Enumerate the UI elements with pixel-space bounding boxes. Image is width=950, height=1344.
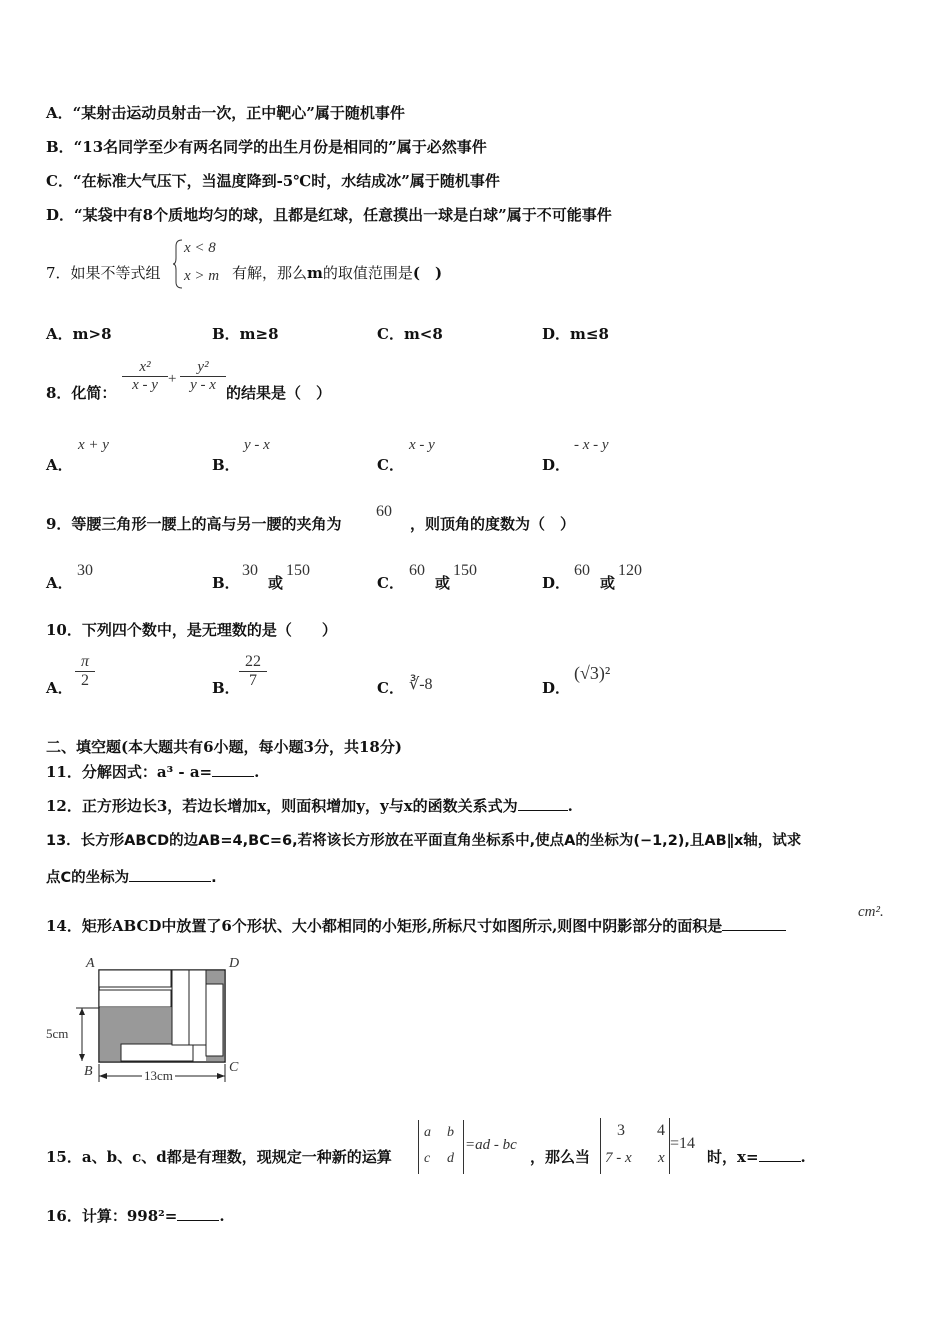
q9-angle: 60 — [376, 503, 392, 520]
q14 — [46, 915, 786, 936]
q12-answer-blank[interactable] — [518, 798, 568, 811]
q9-label-c: C． — [377, 574, 404, 592]
q15-prefix-text: 15．a、b、c、d都是有理数，现规定一种新的运算 — [46, 1148, 392, 1166]
left-brace-icon — [172, 238, 184, 290]
q7-option-a: A．m>8 — [46, 325, 112, 343]
q15-suffix: 时，x= — [707, 1148, 759, 1166]
q8-frac2-den: y - x — [190, 377, 216, 393]
q15-det1-b: b — [447, 1125, 454, 1140]
q6-option-c: C．“在标准大气压下，当温度降到-5℃时，水结成冰”属于随机事件 — [46, 172, 500, 190]
q7-prefix: 7．如果不等式组 — [46, 264, 161, 282]
q7-ineq-2: x > m — [184, 268, 220, 284]
q13-line-2-text: 点C的坐标为 — [46, 870, 130, 886]
q14-answer-blank[interactable] — [722, 918, 786, 931]
q7-paren: ( ) — [412, 264, 443, 282]
q6-option-a: A．“某射击运动员射击一次，正中靶心”属于随机事件 — [46, 104, 405, 122]
q14-unit — [858, 904, 884, 921]
q8-label-c: C． — [377, 456, 404, 474]
q8-frac1-num: x² — [139, 359, 151, 375]
q6-option-d: D．“某袋中有8个质地均匀的球，且都是红球，任意摸出一球是白球”属于不可能事件 — [46, 206, 612, 224]
q7-suffix — [232, 262, 442, 283]
q8-fraction-2 — [180, 359, 226, 394]
q8-plus: + — [168, 371, 177, 387]
q8-value-d: - x - y — [574, 437, 609, 453]
q15-end: . — [800, 1148, 806, 1166]
q8-frac1-den: x - y — [132, 377, 158, 393]
q7-suffix-b: 的取值范围是 — [322, 264, 413, 282]
q10-a-fraction — [75, 653, 95, 690]
q11-end: . — [254, 763, 260, 781]
q10-b-den: 7 — [249, 672, 257, 689]
q9-b-value-2: 150 — [286, 562, 310, 579]
q9-d-value-2: 120 — [618, 562, 642, 579]
q15-suffix-line — [707, 1146, 806, 1167]
q15-det2-d: x — [658, 1150, 665, 1166]
q7-option-c: C．m<8 — [377, 325, 443, 343]
q12-text: 12．正方形边长3，若边长增加x，则面积增加y，y与x的函数关系式为 — [46, 797, 518, 815]
q8-label-a: A． — [46, 456, 73, 474]
q8-label-b: B． — [212, 456, 240, 474]
q15-det2-b: 4 — [657, 1122, 665, 1139]
q11-answer-blank[interactable] — [212, 764, 254, 777]
q13-line-2 — [46, 866, 217, 887]
figure-height-label: 5cm — [46, 1026, 69, 1041]
q8-label-d: D． — [542, 456, 571, 474]
q10-label-b: B． — [212, 679, 240, 697]
q10-d-value: (√3)² — [574, 663, 611, 683]
figure-label-c: C — [229, 1060, 239, 1075]
q8-prefix: 8．化简： — [46, 384, 117, 402]
figure-width-label: 13cm — [144, 1068, 173, 1083]
q8-value-c: x - y — [409, 437, 435, 453]
q13-end: . — [211, 870, 217, 886]
q7-option-d: D．m≤8 — [542, 325, 609, 343]
q10-a-den: 2 — [81, 672, 89, 689]
q8-value-b: y - x — [244, 437, 270, 453]
q15-rule: =ad - bc — [465, 1137, 517, 1153]
q10-a-num: π — [80, 653, 89, 670]
figure-label-a: A — [86, 956, 95, 971]
q7-option-b: B．m≥8 — [212, 325, 279, 343]
q8-frac2-num: y² — [197, 359, 209, 375]
q8-fraction-1 — [122, 359, 168, 394]
q9-b-value-1: 30 — [242, 562, 258, 579]
q14-end: . — [880, 904, 884, 920]
q7-m: m — [307, 264, 323, 282]
q10-text: 10．下列四个数中，是无理数的是（ ） — [46, 621, 337, 639]
section-2-heading: 二、填空题(本大题共有6小题，每小题3分，共18分) — [46, 738, 402, 756]
q9-c-value-1: 60 — [409, 562, 425, 579]
q15-determinant-2 — [600, 1118, 670, 1174]
q14-figure — [44, 954, 254, 1089]
q15-prefix — [46, 1146, 392, 1167]
q10-b-num: 22 — [245, 653, 261, 670]
q9-label-b: B． — [212, 574, 240, 592]
q11-text: 11．分解因式：a³ - a= — [46, 763, 213, 781]
q9-c-or: 或 — [435, 574, 451, 592]
q9-d-or: 或 — [600, 574, 616, 592]
q9-a-value: 30 — [77, 562, 93, 579]
q15-determinant-1 — [418, 1120, 464, 1174]
figure-label-d: D — [229, 956, 240, 971]
q8-value-a: x + y — [78, 437, 109, 453]
q14-text: 14．矩形ABCD中放置了6个形状、大小都相同的小矩形,所标尺寸如图所示,则图中阴影部分的面积是 — [46, 917, 723, 935]
q10-label-a: A． — [46, 679, 73, 697]
q7-ineq-1: x < 8 — [184, 240, 216, 256]
q14-unit-text: cm² — [858, 904, 880, 920]
q9-suffix: ，则顶角的度数为（ ） — [410, 515, 576, 533]
figure-label-b: B — [84, 1064, 93, 1079]
q16 — [46, 1205, 225, 1226]
q16-answer-blank[interactable] — [177, 1208, 219, 1221]
q15-eq: =14 — [670, 1135, 696, 1152]
q12-end: . — [567, 797, 573, 815]
q15-det2-c: 7 - x — [605, 1150, 632, 1166]
q11 — [46, 761, 259, 782]
q10-label-c: C． — [377, 679, 404, 697]
q16-text: 16．计算：998²= — [46, 1207, 178, 1225]
q16-end: . — [219, 1207, 225, 1225]
q8-suffix: 的结果是（ ） — [226, 384, 332, 402]
q6-option-b: B．“13名同学至少有两名同学的出生月份是相同的”属于必然事件 — [46, 138, 487, 156]
q9-d-value-1: 60 — [574, 562, 590, 579]
q9-c-value-2: 150 — [453, 562, 477, 579]
q9-text: 9．等腰三角形一腰上的高与另一腰的夹角为 — [46, 515, 342, 533]
q15-det1-c: c — [424, 1151, 431, 1166]
q9-label-d: D． — [542, 574, 571, 592]
q9-b-or: 或 — [268, 574, 284, 592]
q15-det2-a: 3 — [617, 1122, 625, 1139]
q12 — [46, 795, 573, 816]
q7-inequality-system — [172, 238, 232, 290]
q13-line-1: 13．长方形ABCD的边AB=4,BC=6,若将该长方形放在平面直角坐标系中,使点A的坐标为(−1,2),且AB∥x轴，试求 — [46, 833, 802, 849]
q7-suffix-a: 有解，那么 — [232, 264, 308, 282]
q15-mid: ，那么当 — [530, 1148, 591, 1166]
q10-b-fraction — [239, 653, 267, 690]
q10-label-d: D． — [542, 679, 571, 697]
q15-det1-d: d — [447, 1151, 454, 1166]
q15-answer-blank[interactable] — [759, 1149, 801, 1162]
q9-label-a: A． — [46, 574, 73, 592]
q13-answer-blank[interactable] — [129, 869, 211, 882]
q10-c-value: ∛-8 — [409, 676, 433, 693]
q15-det1-a: a — [424, 1125, 431, 1140]
